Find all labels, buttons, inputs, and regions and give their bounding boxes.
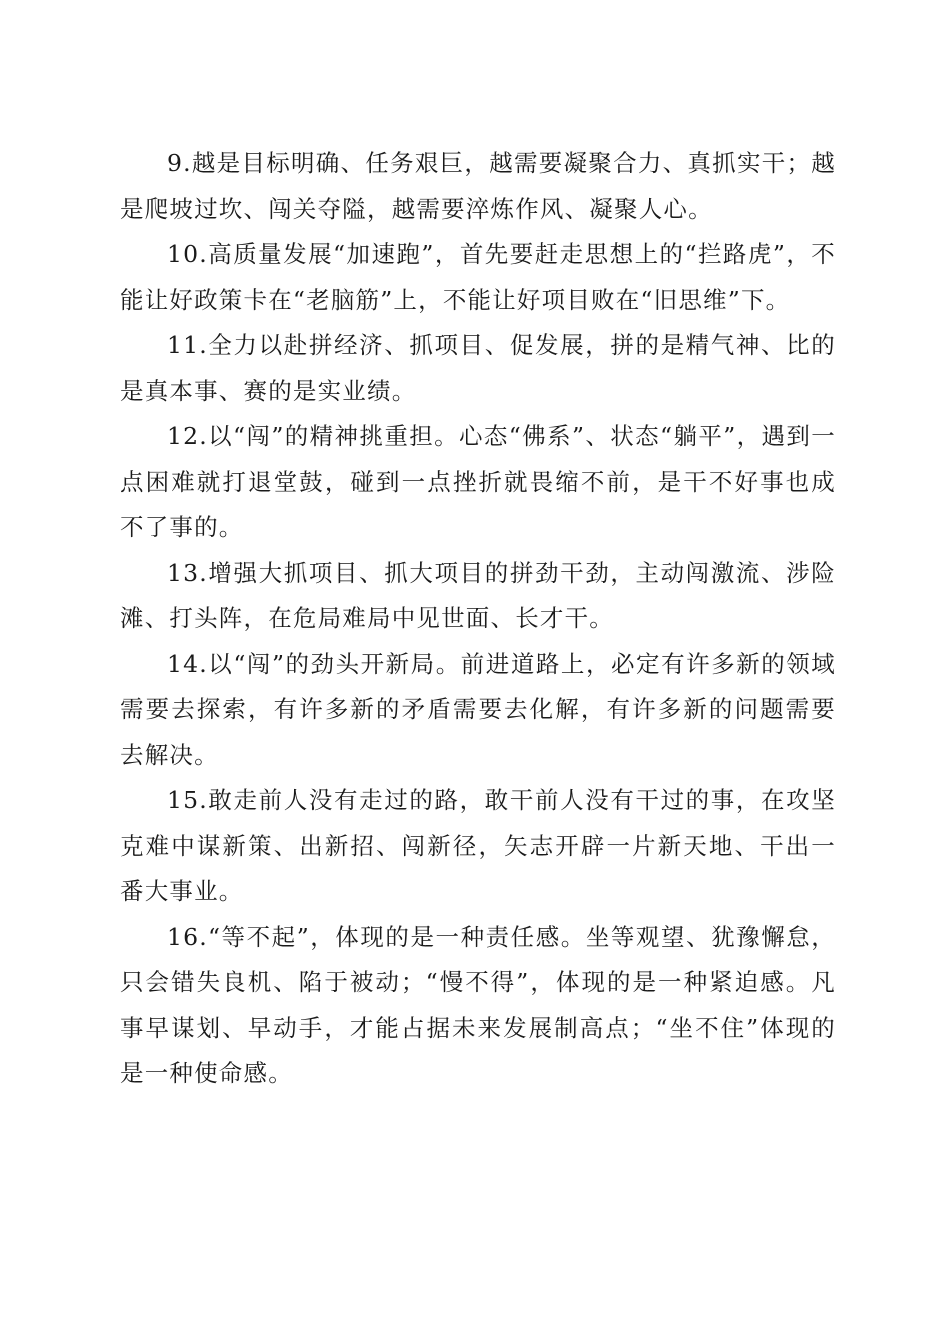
paragraph-14: 14.以“闯”的劲头开新局。前进道路上，必定有许多新的领域需要去探索，有许多新的矛盾需要去化解，有许多新的问题需要去解决。: [120, 649, 836, 769]
paragraph-11: 11.全力以赴拼经济、抓项目、促发展，拼的是精气神、比的是真本事、赛的是实业绩。: [120, 331, 836, 405]
paragraph-16: 16.“等不起”，体现的是一种责任感。坐等观望、犹豫懈怠，只会错失良机、陷于被动；“慢不得”，体现的是一种紧迫感。凡事早谋划、早动手，才能占据未来发展制高点；“坐不住”体现的是一种使命感。: [120, 922, 836, 1087]
paragraph-10: 10.高质量发展“加速跑”，首先要赶走思想上的“拦路虎”，不能让好政策卡在“老脑筋”上，不能让好项目败在“旧思维”下。: [120, 240, 836, 314]
document-body: [120, 141, 836, 1097]
paragraph-12: 12.以“闯”的精神挑重担。心态“佛系”、状态“躺平”，遇到一点困难就打退堂鼓，碰到一点挫折就畏缩不前，是干不好事也成不了事的。: [120, 422, 836, 541]
paragraph-9: 9.越是目标明确、任务艰巨，越需要凝聚合力、真抓实干；越是爬坡过坎、闯关夺隘，越需要淬炼作风、凝聚人心。: [120, 149, 836, 223]
paragraph-15: 15.敢走前人没有走过的路，敢干前人没有干过的事，在攻坚克难中谋新策、出新招、闯新径，矢志开辟一片新天地、干出一番大事业。: [120, 786, 836, 905]
paragraph-13: 13.增强大抓项目、抓大项目的拼劲干劲，主动闯激流、涉险滩、打头阵，在危局难局中见世面、长才干。: [120, 558, 836, 632]
